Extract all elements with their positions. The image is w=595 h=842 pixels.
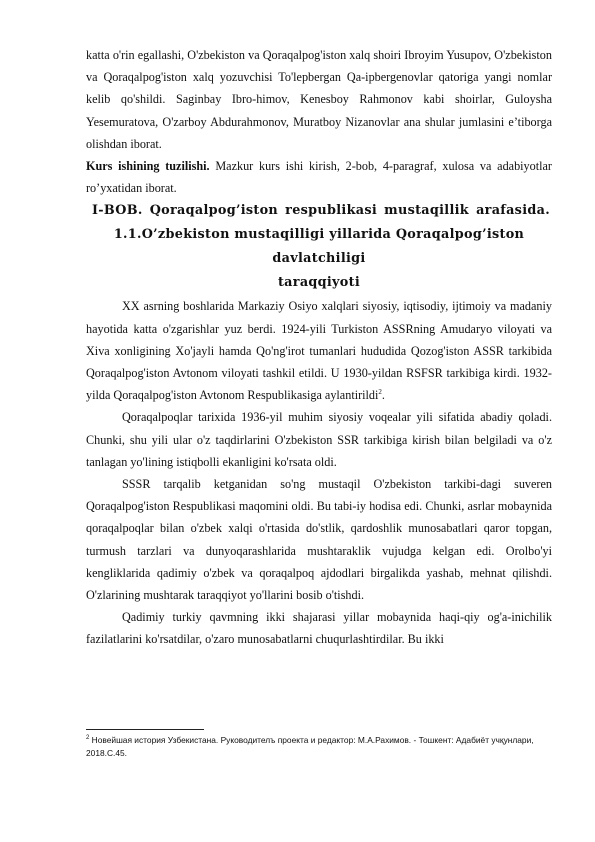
document-page bbox=[86, 44, 552, 651]
footnote bbox=[86, 734, 552, 759]
footnote-divider bbox=[86, 729, 204, 730]
chapter-word: arafasida. bbox=[476, 203, 550, 219]
chapter-heading bbox=[86, 199, 552, 223]
structure-text: Mazkur kurs ishi kirish, 2-bob, 4-paragraf, xulosa va adabiyotlar ro’yxatidan iborat. bbox=[86, 159, 552, 196]
chapter-word: mustaqillik bbox=[384, 203, 469, 219]
chapter-word: I-BOB. bbox=[92, 203, 143, 219]
chapter-word: Qoraqalpog’iston bbox=[149, 203, 279, 219]
paragraph-intro-continued: katta o'rin egallashi, O'zbekiston va Qoraqalpog'iston xalq shoiri Ibroyim Yusupov, O'zbekiston va Qoraqalpog'iston xalq yozuvchisi To'lepbergan Qa-ipbergenovlar qatoriga yangi nomlar kelib qo'shildi. Saginbay Ibro-himov, Kenesboy Rahmonov kabi shoirlar, Guloysha Yesemuratova, O'zarboy Abdurahmonov, Muratboy Nizanovlar ana shular jumlasini e’tiborga olishdan iborat. bbox=[86, 48, 552, 151]
section-heading-line1: 1.1.O’zbekiston mustaqilligi yillarida Qoraqalpog’iston davlatchiligi bbox=[113, 227, 525, 267]
footnote-text: Новейшая история Узбекистана. Руководителъ проекта и редактор: М.А.Рахимов. - Тошкент: Адабиёт учқунлари, 2018.С.45. bbox=[86, 735, 534, 758]
paragraph-brotherhood: Qadimiy turkiy qavmning ikki shajarasi yillar mobaynida haqi-qiy og'a-inichilik fazilatlarini ko'rsatdilar, o'zaro munosabatlarni chuqurlashtirdilar. Bu ikki bbox=[86, 610, 552, 647]
footnote-reference[interactable]: 2 bbox=[378, 388, 382, 397]
structure-label: Kurs ishining tuzilishi. bbox=[86, 159, 210, 174]
footnote-number: 2 bbox=[86, 735, 90, 742]
paragraph-structure bbox=[86, 155, 552, 199]
paragraph-history-end: . bbox=[381, 388, 385, 403]
paragraph-independence: SSSR tarqalib ketganidan so'ng mustaqil O'zbekiston tarkibi-dagi suveren Qoraqalpog'iston Respublikasi maqomini oldi. Bu tabi-iy hodisa edi. Chunki, asrlar mobaynida qoraqalpoqlar bilan o'zbek xalqi o'rtasida do'stlik, qardoshlik munosabatlari qaror topgan, turmush tarzlari va dunyoqarashlarida mushtaraklik vujudga kelgan edi. Orolbo'yi kengliklarida qadimiy o'zbek va qoraqalpoq ajdodlari birgalikda yashab, mehnat qilishdi. O'zlarining mushtarak taraqqiyot yo'llarini bosib o'tishdi. bbox=[86, 477, 552, 603]
paragraph-history-text: XX asrning boshlarida Markaziy Osiyo xalqlari siyosiy, iqtisodiy, ijtimoiy va madaniy hayotida katta o'zgarishlar yuz berdi. 1924-yili Turkiston ASSRning Amudaryo viloyati va Xiva xonligining Xo'jayli hamda Qo'ng'irot tumanlari hududida Qozog'iston ASSR tarkibida Qoraqalpog'iston Avtonom viloyati tashkil etildi. U 1930-yildan RSFSR tarkibiga kirdi. 1932-yilda Qoraqalpog'iston Avtonom Respublikasiga aylantirildi bbox=[86, 299, 552, 403]
paragraph-history bbox=[86, 295, 552, 406]
section-heading-line2: taraqqiyoti bbox=[277, 275, 361, 291]
chapter-word: respublikasi bbox=[285, 203, 377, 219]
paragraph-1936: Qoraqalpoqlar tarixida 1936-yil muhim siyosiy voqealar yili sifatida abadiy qoladi. Chunki, shu yili ular o'z taqdirlarini O'zbekiston SSR tarkibiga kirish bilan belgiladi va o'z tanlagan yo'lining istiqbolli ekanligini ko'rsata oldi. bbox=[86, 410, 552, 469]
